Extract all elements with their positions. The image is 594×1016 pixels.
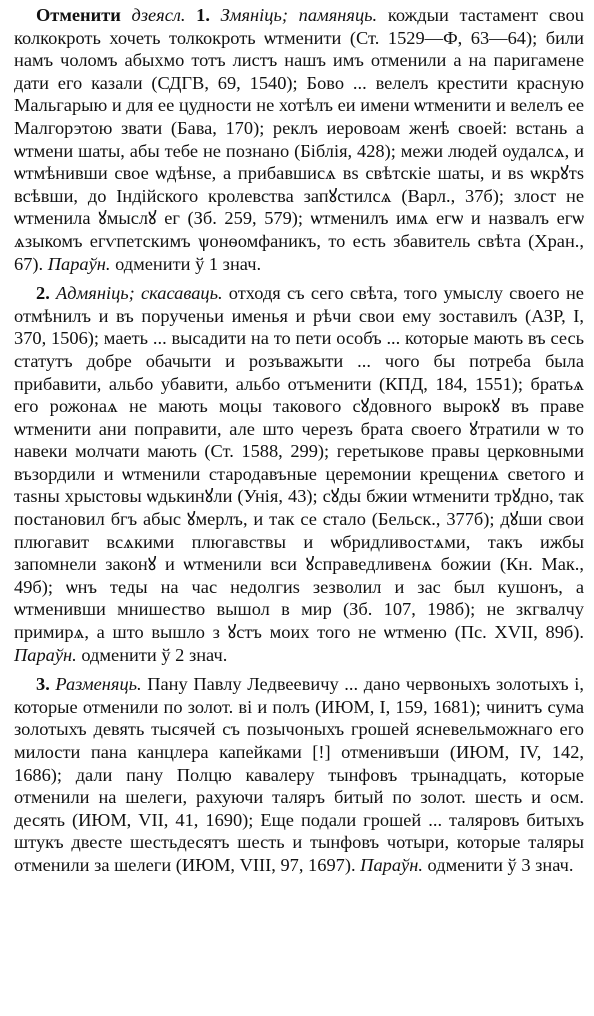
- sense-3-parallel-text: одменити ў 3 знач.: [427, 854, 574, 875]
- sense-1-parallel-label: Параўн.: [47, 253, 111, 274]
- sense-3-gloss: Разменяць.: [55, 674, 142, 695]
- sense-2-number: 2.: [36, 283, 50, 304]
- sense-3-paragraph: [14, 673, 584, 876]
- sense-1-gloss: Змяніць; памяняць.: [220, 5, 378, 25]
- sense-3-citations: Пану Павлу Ледвеевичу ... дано червоныхъ золотыхъ і, которые отменили по золот. ві и полъ (ИЮМ, I, 159, 1681); чинитъ сума золотыхъ девять тысячей съ позычоныхъ грошей ясневельможнагo его милости пана канцлера капейками [!] отменивъши (ИЮМ, IV, 142, 1686); дали пану Полцю кавалеру тынфовъ трынадцать, которые отменили на шелеги, рахуючи таляръ битый по золот. шесть и осм. десять (ИЮМ, VII, 41, 1690); Еще подали грошей ... таляровъ битыхъ штукъ двесте шестьдесятъ шесть и тынфовъ чотыри, которые таляры отменили за шелеги (ИЮМ, VIII, 97, 1697).: [14, 674, 584, 875]
- sense-1-number: 1.: [196, 5, 210, 25]
- part-of-speech: дзеясл.: [131, 5, 186, 25]
- sense-2-parallel-text: одменити ў 2 знач.: [81, 644, 228, 665]
- sense-3-parallel-label: Параўн.: [360, 854, 423, 875]
- sense-3-number: 3.: [36, 674, 50, 695]
- sense-1-paragraph: [14, 4, 584, 275]
- sense-1-citations: кождыи тастамент своu колкокроть хочеть толкокроть ѡтменити (Ст. 1529—Ф, 63—64); били намъ чоломъ абыхмо тотъ листъ нашъ имъ отменили а на паригамене дати его казали (СДГВ, 69, 1540); Бово ... велелъ крестити красную Мальгарыю и для ее цудности не хотѣлъ еи имени ѡтменити и велелъ ее Малгорэтою звати (Бава, 170); реклъ иеровоам женѣ своей: встань а ѡтмени шаты, абы тебе не познано (Біблія, 428); межи людей оудалсѧ, и ѡтмѣнивши свое ѡдѣнѕe, а прибавшисѧ вѕ свѣтскіе шаты, и вѕ ѡкрꙋтѕ всѣвши, до Індійского кролевства запꙋстилсѧ (Варл., 37б); злост не ѡтменила ꙋмыслꙋ ег (Зб. 259, 579); ѡтменилъ имѧ егѡ и назвалъ егѡ ѧзыкомъ егѵпетскимъ ѱонѳомфаникъ, то есть збавитель свѣта (Хран., 67).: [14, 5, 584, 274]
- sense-2-paragraph: [14, 282, 584, 666]
- headword: Отменити: [36, 5, 121, 25]
- sense-1-parallel-text: одменити ў 1 знач.: [115, 253, 262, 274]
- sense-2-citations: отходя съ сего свѣта, того умыслу своего не отмѣнилъ и въ порученьи именья и рѣчи свои ему зоставилъ (АЗР, I, 370, 1506); маеть ... высадити на то пети особъ ... которые мають въ сесь статутъ добре обачыти и розъважыти ... чого бы потреба была прибавити, альбо убавити, альбо отъменити (КПД, 184, 1551); братьѧ его рожонаѧ не мають моцы таковогo сꙋдовного вырокꙋ въ праве ѡтменити ани поправити, але што черезъ брата своего ꙋтратили ѡ то навеки молчати мають (Ст. 1588, 299); геретыкове правы церковными възордили и ѡтменили стародавъные церемонии крещениѧ светого и таѕны хрыстовы ѡдькинꙋли (Унія, 43); сꙋды бжии ѡтменити трꙋдно, так постановил бгъ абыс ꙋмерлъ, и так се стало (Бельск., 377б); дꙋши свои плюгавит всѧкими плюгавствы и ѡбридливостѧми, такъ ижбы запомнели законꙋ и ѡтменили вси ꙋсправедливенѧ божии (Кн. Мак., 49б); ѡнъ теды на час недолгиѕ зезволил и зас был кушонъ, а ѡтменивши мнишество вышол в мир (Зб. 107, 198б); не зкгвалчу примирѧ, а што вышло з ꙋстъ моих того не ѡтменю (Пс. XVII, 89б).: [14, 283, 584, 643]
- sense-2-gloss: Адмяніць; скасаваць.: [56, 283, 223, 304]
- sense-2-parallel-label: Параўн.: [14, 644, 77, 665]
